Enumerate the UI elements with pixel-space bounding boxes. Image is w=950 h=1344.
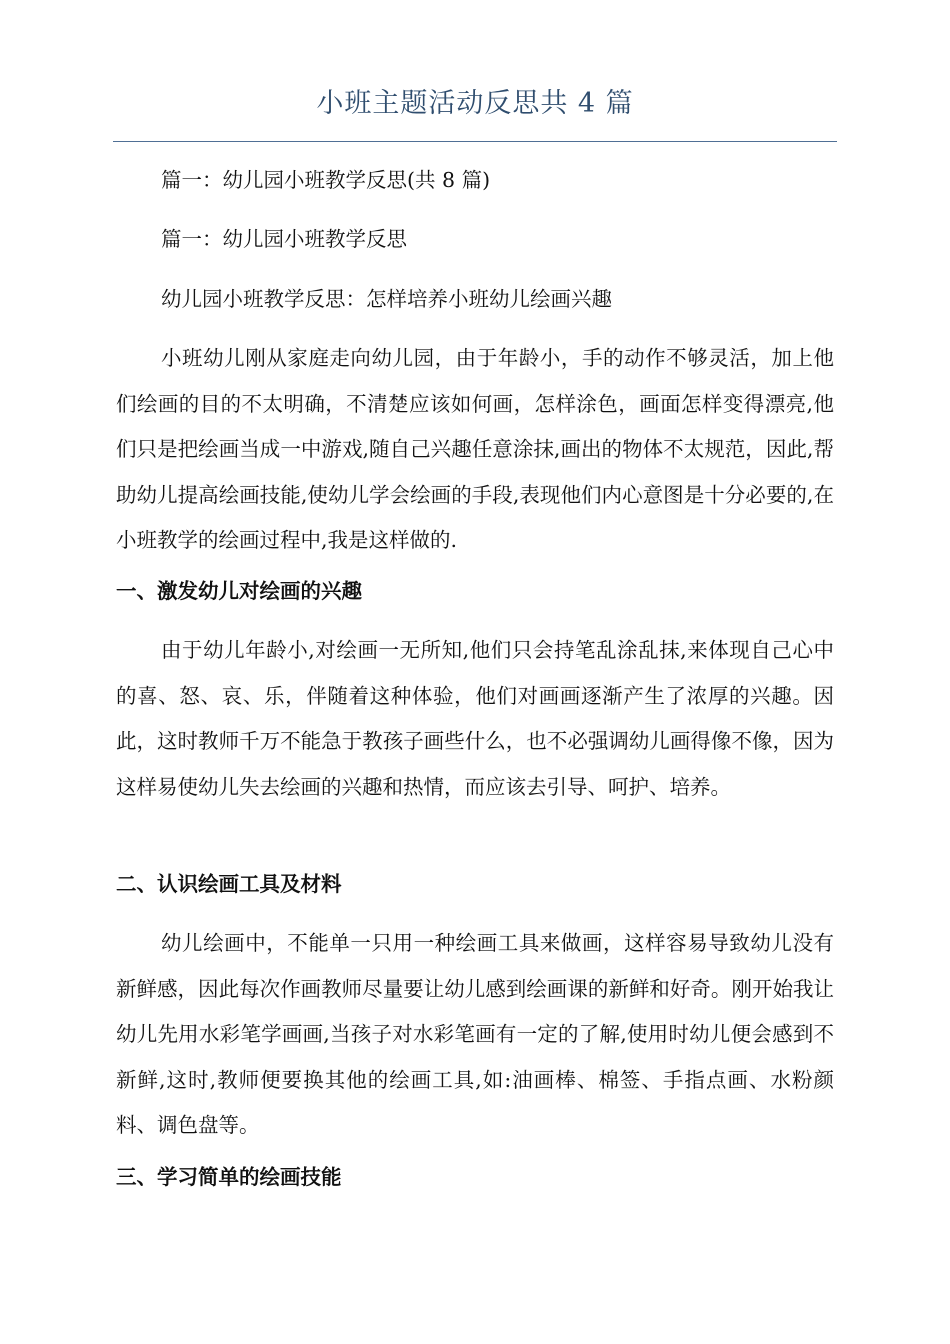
subtitle-line-2: 篇一：幼儿园小班教学反思 — [161, 227, 407, 251]
intro-paragraph: 小班幼儿刚从家庭走向幼儿园，由于年龄小，手的动作不够灵活，加上他们绘画的目的不太明确，不清楚应该如何画，怎样涂色，画面怎样变得漂亮,他们只是把绘画当成一中游戏,随自己兴趣任意涂抹,画出的物体不太规范，因此,帮助幼儿提高绘画技能,使幼儿学会绘画的手段,表现他们内心意图是十分必要的,在小班教学的绘画过程中,我是这样做的. — [116, 346, 834, 552]
subtitle-line-1: 篇一：幼儿园小班教学反思(共 8 篇) — [161, 168, 491, 192]
section-heading-1: 一、激发幼儿对绘画的兴趣 — [116, 579, 362, 603]
title-divider — [113, 141, 837, 142]
section-heading-2: 二、认识绘画工具及材料 — [116, 872, 342, 896]
section-paragraph-2: 幼儿绘画中，不能单一只用一种绘画工具来做画，这样容易导致幼儿没有新鲜感，因此每次作画教师尽量要让幼儿感到绘画课的新鲜和好奇。刚开始我让幼儿先用水彩笔学画画,当孩子对水彩笔画有一定的了解,使用时幼儿便会感到不新鲜,这时,教师便要换其他的绘画工具,如:油画棒、棉签、手指点画、水粉颜料、调色盘等。 — [116, 931, 834, 1137]
subtitle-line-3: 幼儿园小班教学反思：怎样培养小班幼儿绘画兴趣 — [161, 287, 612, 311]
document-title: 小班主题活动反思共 4 篇 — [316, 88, 634, 119]
section-heading-3: 三、学习简单的绘画技能 — [116, 1165, 342, 1189]
section-paragraph-1: 由于幼儿年龄小,对绘画一无所知,他们只会持笔乱涂乱抹,来体现自己心中的喜、怒、哀、乐，伴随着这种体验，他们对画画逐渐产生了浓厚的兴趣。因此，这时教师千万不能急于教孩子画些什么，也不必强调幼儿画得像不像，因为这样易使幼儿失去绘画的兴趣和热情，而应该去引导、呵护、培养。 — [116, 638, 834, 799]
